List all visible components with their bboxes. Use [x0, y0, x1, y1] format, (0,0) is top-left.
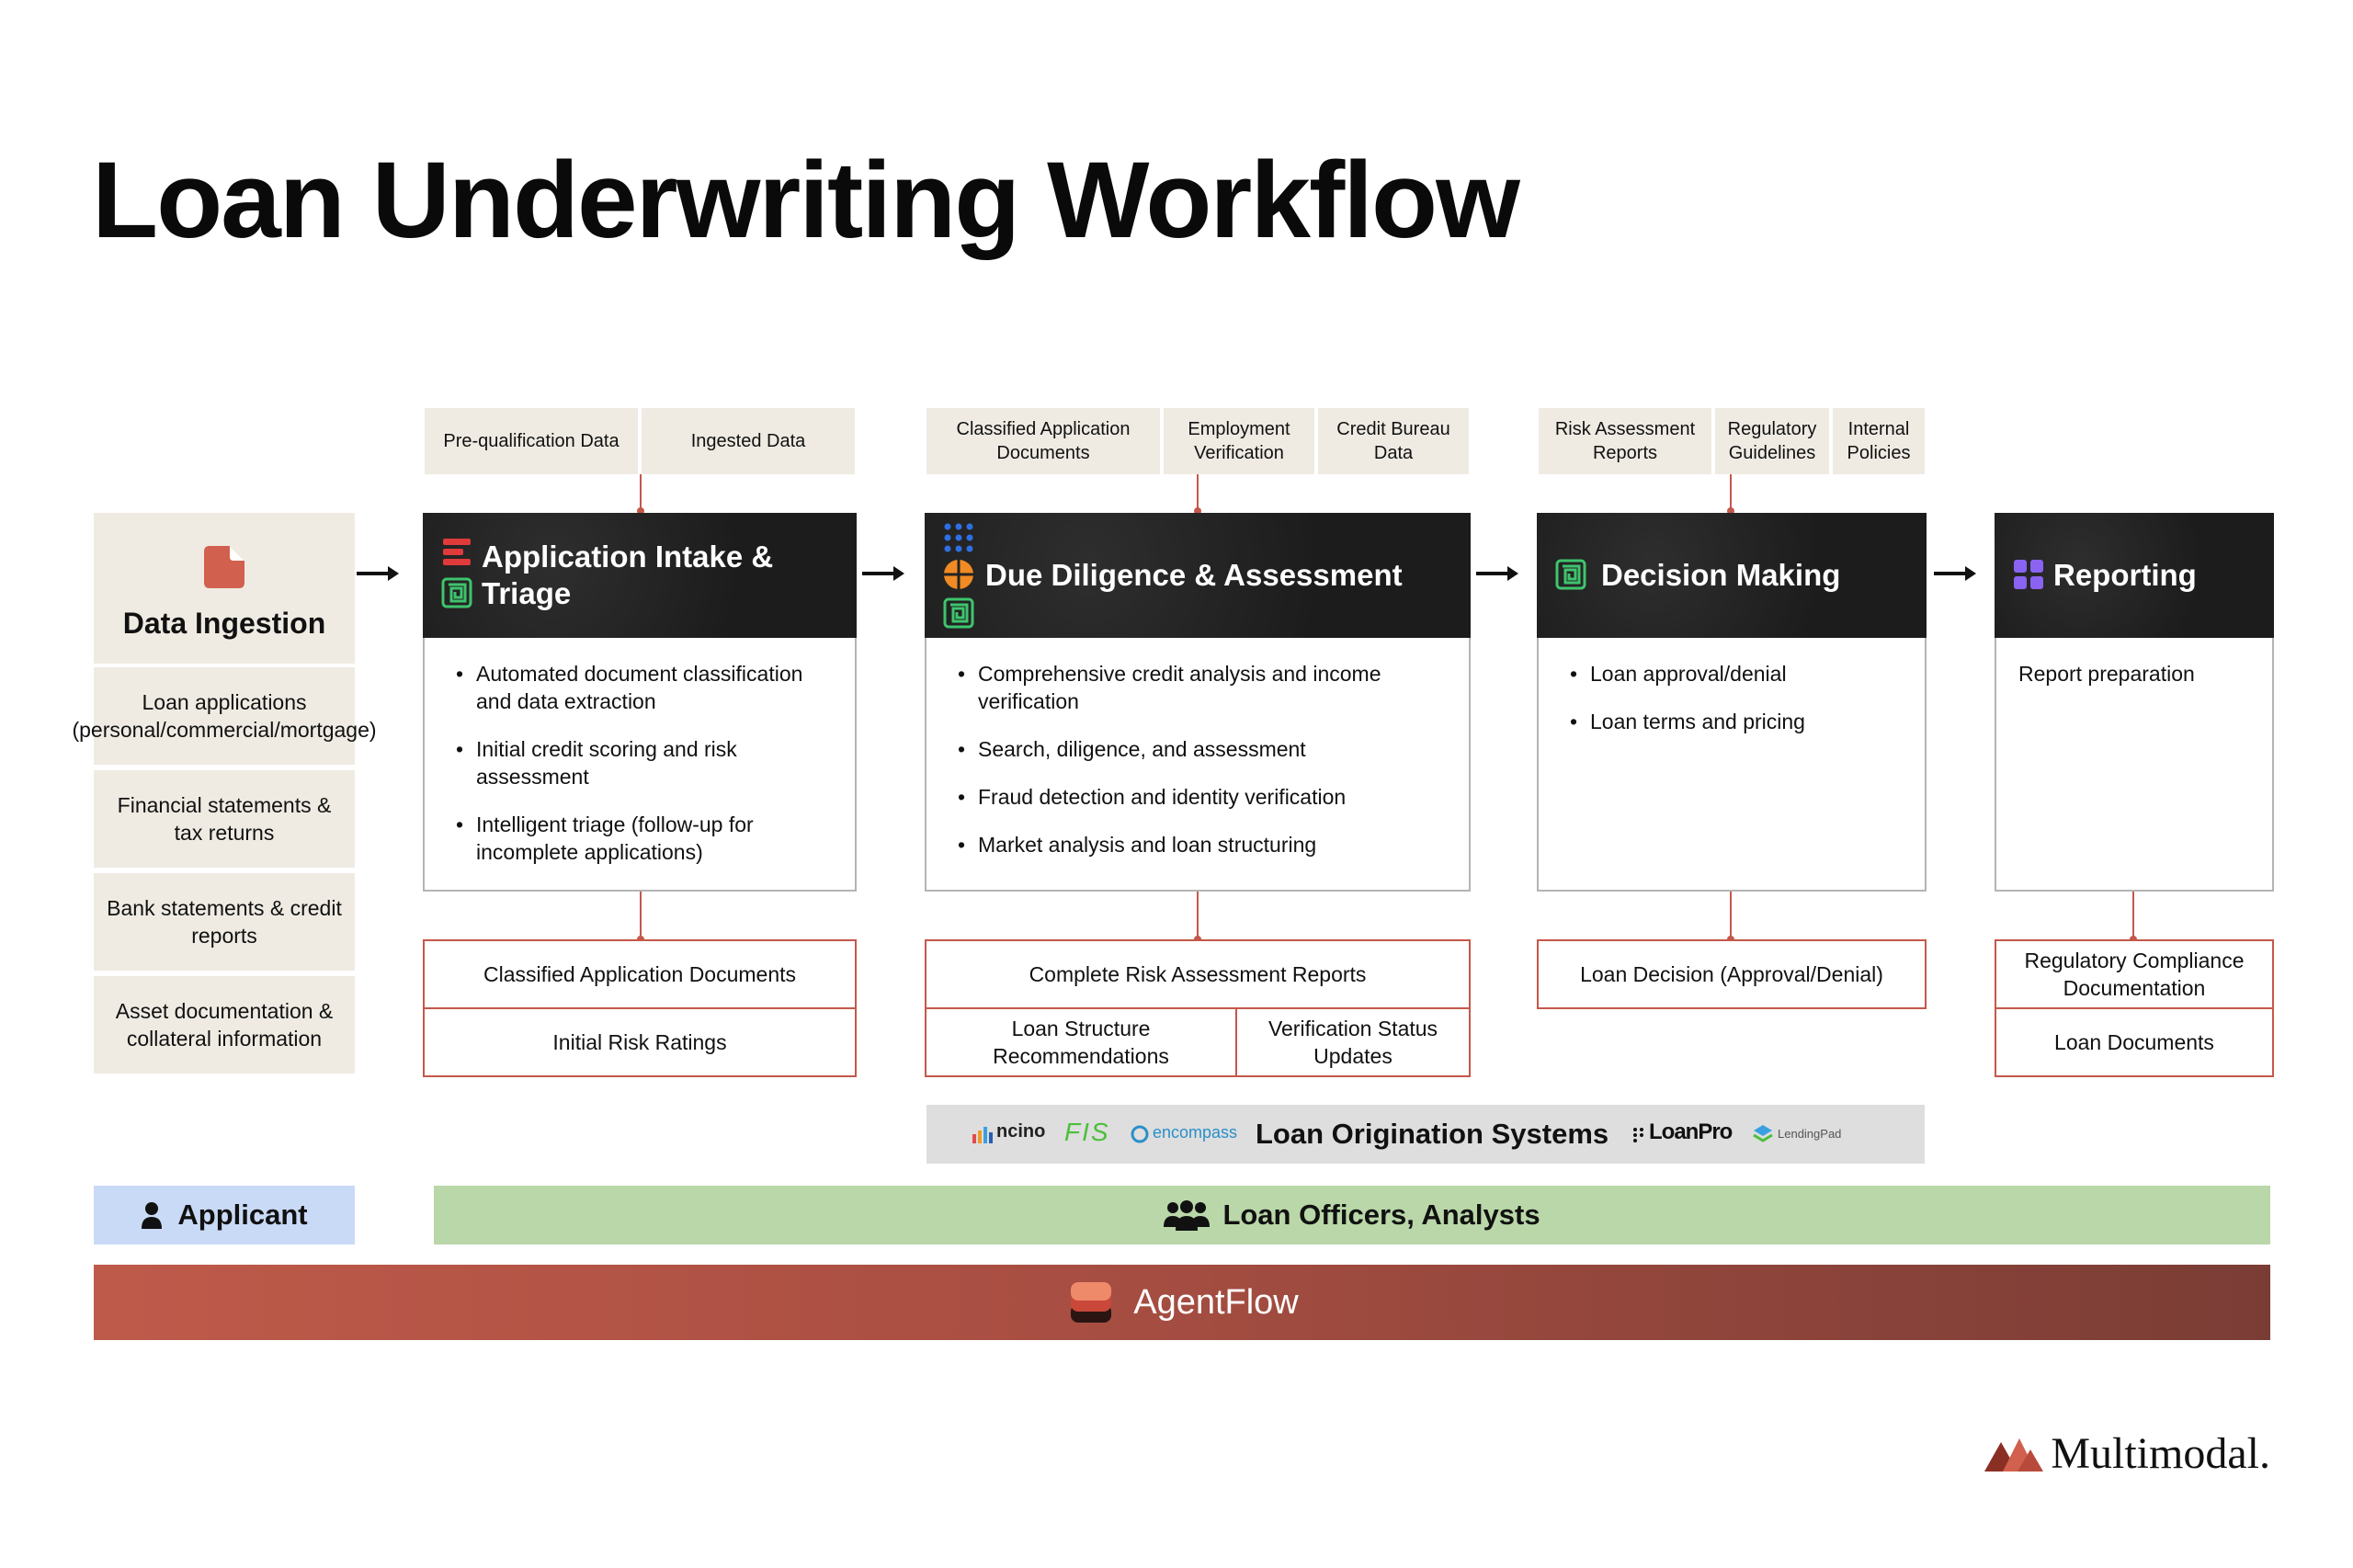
- logo-ncino: ncino: [996, 1121, 1046, 1142]
- stage-bullet: • Loan approval/denial: [1570, 662, 1787, 686]
- spiral-square-icon: [1555, 559, 1586, 590]
- lendingpad-logo-icon: [1752, 1123, 1774, 1145]
- input-chip: Credit Bureau Data: [1318, 408, 1469, 474]
- multimodal-logo-icon: [1983, 1435, 2045, 1473]
- input-chip: Classified Application Documents: [926, 408, 1160, 474]
- flow-arrow: [1476, 572, 1513, 575]
- flow-arrow: [862, 572, 899, 575]
- page-title: Loan Underwriting Workflow: [92, 140, 1518, 261]
- loan-officers-label: Loan Officers, Analysts: [1222, 1199, 1540, 1231]
- spiral-square-icon: [943, 597, 974, 629]
- logo-fis: FIS: [1064, 1118, 1110, 1146]
- ncino-logo-icon: [972, 1125, 993, 1143]
- stage-body-reporting: [1995, 638, 2274, 892]
- stage-title: Decision Making: [1601, 558, 1841, 592]
- logo-loanpro: LoanPro: [1649, 1119, 1733, 1144]
- dot-grid-icon: [943, 522, 974, 553]
- stage-header-intake: [423, 513, 857, 638]
- loanpro-logo-icon: [1632, 1127, 1645, 1143]
- output-box: Loan Decision (Approval/Denial): [1537, 939, 1927, 1009]
- stage-bullet: • Initial credit scoring and risk assessment: [456, 737, 737, 789]
- output-box: Verification Status Updates: [1235, 1007, 1471, 1077]
- stage-bullet: • Fraud detection and identity verification: [958, 785, 1347, 809]
- stage-bullet: • Intelligent triage (follow-up for incomplete applications): [456, 812, 754, 864]
- stage-bullet: • Automated document classification and data extraction: [456, 662, 803, 713]
- flow-arrow: [357, 572, 393, 575]
- applicant-bar: [94, 1186, 355, 1244]
- ingestion-item: Loan applications (personal/commercial/mortgage): [94, 667, 355, 765]
- agentflow-bar: [94, 1265, 2270, 1340]
- document-icon: [199, 540, 250, 592]
- connector-line: [1197, 892, 1199, 941]
- stacked-bars-icon: [441, 537, 472, 568]
- multimodal-brand: [1983, 1428, 2270, 1479]
- stage-bullet: • Comprehensive credit analysis and income verification: [958, 662, 1381, 713]
- ingestion-item: Asset documentation & collateral information: [94, 976, 355, 1074]
- stage-bullet: Report preparation: [2018, 662, 2195, 686]
- loan-origination-systems-bar: [926, 1105, 1925, 1164]
- input-chip: Ingested Data: [642, 408, 855, 474]
- stage-header-reporting: [1995, 513, 2274, 638]
- data-ingestion-header: [94, 513, 355, 664]
- encompass-logo-icon: [1131, 1125, 1149, 1143]
- stage-bullet: • Market analysis and loan structuring: [958, 833, 1317, 857]
- output-box: Regulatory Compliance Documentation: [1995, 939, 2274, 1009]
- input-chip: Regulatory Guidelines: [1715, 408, 1829, 474]
- stage-header-due-diligence: [925, 513, 1471, 638]
- output-box: Complete Risk Assessment Reports: [925, 939, 1471, 1009]
- stage-title: Application Intake & Triage: [482, 540, 774, 610]
- brand-name: Multimodal.: [2051, 1429, 2270, 1478]
- ingestion-item: Financial statements & tax returns: [94, 770, 355, 868]
- spiral-square-icon: [441, 577, 472, 608]
- input-chip: Employment Verification: [1164, 408, 1314, 474]
- stage-title: Due Diligence & Assessment: [985, 558, 1403, 592]
- ingestion-item: Bank statements & credit reports: [94, 873, 355, 971]
- flow-arrow: [1934, 572, 1971, 575]
- logo-lendingpad: LendingPad: [1778, 1127, 1842, 1141]
- connector-line: [640, 892, 642, 941]
- stage-body-due-diligence: [925, 638, 1471, 892]
- input-chip: Pre-qualification Data: [425, 408, 638, 474]
- connector-line: [1730, 892, 1732, 941]
- logo-encompass: encompass: [1153, 1123, 1238, 1142]
- connector-line: [2132, 892, 2134, 941]
- people-group-icon: [1164, 1199, 1210, 1231]
- output-box: Initial Risk Ratings: [423, 1007, 857, 1077]
- output-box: Loan Structure Recommendations: [925, 1007, 1237, 1077]
- stage-body-intake: [423, 638, 857, 892]
- stage-bullet: • Search, diligence, and assessment: [958, 737, 1306, 761]
- stage-body-decision: [1537, 638, 1927, 892]
- app-grid-icon: [2013, 559, 2044, 590]
- output-box: Loan Documents: [1995, 1007, 2274, 1077]
- stage-title: Reporting: [2053, 558, 2197, 592]
- agentflow-stack-icon: [1065, 1277, 1117, 1328]
- stage-bullet: • Loan terms and pricing: [1570, 710, 1805, 733]
- person-icon: [141, 1201, 163, 1229]
- loan-officers-bar: [434, 1186, 2270, 1244]
- orange-quadrant-icon: [943, 559, 974, 590]
- stage-header-decision: [1537, 513, 1927, 638]
- data-ingestion-title: Data Ingestion: [122, 607, 326, 640]
- output-box: Classified Application Documents: [423, 939, 857, 1009]
- input-chip: Risk Assessment Reports: [1539, 408, 1711, 474]
- applicant-label: Applicant: [177, 1199, 308, 1231]
- input-chip: Internal Policies: [1833, 408, 1925, 474]
- los-label: Loan Origination Systems: [1256, 1118, 1609, 1150]
- agentflow-label: AgentFlow: [1133, 1282, 1299, 1322]
